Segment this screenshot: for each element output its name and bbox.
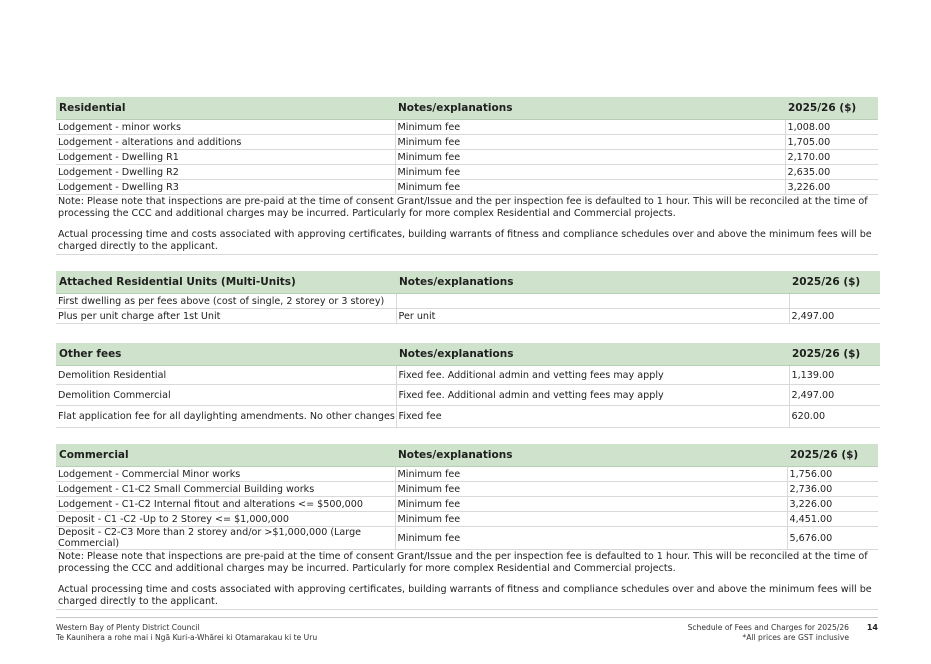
org-maori-name: Te Kaunihera a rohe mai i Ngā Kuri-a-Whārei ki Otamarakau ki te Uru xyxy=(56,633,318,642)
commercial-notes xyxy=(56,550,878,610)
fee-note: Minimum fee xyxy=(395,467,787,482)
fee-note: Minimum fee xyxy=(395,165,785,180)
table-row xyxy=(56,385,880,406)
org-name: Western Bay of Plenty District Council xyxy=(56,623,200,632)
column-header: Attached Residential Units (Multi-Units) xyxy=(56,271,396,294)
fee-item: Lodgement - Dwelling R1 xyxy=(56,150,395,165)
table-row xyxy=(56,497,878,512)
fee-amount: 1,008.00 xyxy=(785,120,878,135)
table-row xyxy=(56,150,878,165)
fee-amount: 2,736.00 xyxy=(787,482,878,497)
table-header-row xyxy=(56,444,878,467)
inspection-note: Note: Please note that inspections are pre-paid at the time of consent Grant/Issue and the per inspection fee is defaulted to 1 hour. This will be reconciled at the time of processing the CCC and additional charges may be incurred. Particularly for more complex Residential and Commercial projects. xyxy=(58,551,868,574)
inspection-note: Note: Please note that inspections are pre-paid at the time of consent Grant/Issue and the per inspection fee is defaulted to 1 hour. This will be reconciled at the time of processing the CCC and additional charges may be incurred. Particularly for more complex Residential and Commercial projects. xyxy=(58,196,868,219)
fee-item: Demolition Residential xyxy=(56,366,396,385)
commercial-section xyxy=(56,444,878,610)
other-fees-section xyxy=(56,343,880,428)
fee-item: Lodgement - alterations and additions xyxy=(56,135,395,150)
column-header: Notes/explanations xyxy=(396,271,789,294)
commercial-table xyxy=(56,444,878,550)
fee-item: Lodgement - C1-C2 Internal fitout and alterations <= $500,000 xyxy=(56,497,395,512)
table-row xyxy=(56,180,878,195)
other-fees-table xyxy=(56,343,880,428)
table-row xyxy=(56,294,880,309)
fee-item: Lodgement - Dwelling R2 xyxy=(56,165,395,180)
fee-note: Per unit xyxy=(396,309,789,324)
fee-amount: 1,705.00 xyxy=(785,135,878,150)
column-header: 2025/26 ($) xyxy=(787,444,878,467)
fee-amount: 4,451.00 xyxy=(787,512,878,527)
column-header: Notes/explanations xyxy=(395,444,787,467)
fee-note: Minimum fee xyxy=(395,482,787,497)
fee-amount: 1,139.00 xyxy=(789,366,880,385)
table-row xyxy=(56,120,878,135)
attached-units-table xyxy=(56,271,880,324)
table-row xyxy=(56,512,878,527)
processing-note: Actual processing time and costs associated with approving certificates, building warrants of fitness and compliance schedules over and above the minimum fees will be charged directly to the applicant. xyxy=(58,584,872,607)
fee-note: Minimum fee xyxy=(395,120,785,135)
fee-note: Minimum fee xyxy=(395,527,787,550)
table-row xyxy=(56,366,880,385)
attached-units-section xyxy=(56,271,880,324)
table-row xyxy=(56,165,878,180)
fee-note: Fixed fee. Additional admin and vetting fees may apply xyxy=(396,366,789,385)
fee-amount: 2,635.00 xyxy=(785,165,878,180)
fee-amount xyxy=(789,294,880,309)
table-header-row xyxy=(56,97,878,120)
table-row xyxy=(56,309,880,324)
fee-item: Demolition Commercial xyxy=(56,385,396,406)
fee-item: Deposit - C1 -C2 -Up to 2 Storey <= $1,000,000 xyxy=(56,512,395,527)
fee-amount: 2,497.00 xyxy=(789,309,880,324)
processing-note: Actual processing time and costs associated with approving certificates, building warrants of fitness and compliance schedules over and above the minimum fees will be charged directly to the applicant. xyxy=(58,229,872,252)
table-row xyxy=(56,482,878,497)
column-header: 2025/26 ($) xyxy=(785,97,878,120)
fee-item: Lodgement - Dwelling R3 xyxy=(56,180,395,195)
fee-item: Plus per unit charge after 1st Unit xyxy=(56,309,396,324)
document-title: Schedule of Fees and Charges for 2025/26 xyxy=(687,623,849,632)
residential-notes xyxy=(56,195,878,255)
fee-item: First dwelling as per fees above (cost of single, 2 storey or 3 storey) xyxy=(56,294,396,309)
fee-note: Minimum fee xyxy=(395,135,785,150)
column-header: Notes/explanations xyxy=(395,97,785,120)
footer-document xyxy=(688,623,849,643)
fee-amount: 3,226.00 xyxy=(787,497,878,512)
fee-item: Deposit - C2-C3 More than 2 storey and/or >$1,000,000 (Large Commercial) xyxy=(56,527,395,550)
page-footer xyxy=(56,617,878,642)
table-row xyxy=(56,527,878,550)
fee-amount: 1,756.00 xyxy=(787,467,878,482)
fee-note: Fixed fee xyxy=(396,406,789,428)
fee-note: Minimum fee xyxy=(395,180,785,195)
fee-amount: 2,170.00 xyxy=(785,150,878,165)
residential-section xyxy=(56,97,878,255)
fee-note: Minimum fee xyxy=(395,512,787,527)
column-header: 2025/26 ($) xyxy=(789,271,880,294)
fee-amount: 620.00 xyxy=(789,406,880,428)
column-header: Notes/explanations xyxy=(396,343,789,366)
gst-note: *All prices are GST inclusive xyxy=(742,633,849,642)
fee-amount: 3,226.00 xyxy=(785,180,878,195)
column-header: Other fees xyxy=(56,343,396,366)
residential-table xyxy=(56,97,878,195)
column-header: 2025/26 ($) xyxy=(789,343,880,366)
table-header-row xyxy=(56,271,880,294)
column-header: Residential xyxy=(56,97,395,120)
fee-note: Fixed fee. Additional admin and vetting fees may apply xyxy=(396,385,789,406)
table-header-row xyxy=(56,343,880,366)
fee-note xyxy=(396,294,789,309)
fee-item: Flat application fee for all daylighting amendments. No other changes xyxy=(56,406,396,428)
fee-item: Lodgement - C1-C2 Small Commercial Building works xyxy=(56,482,395,497)
fee-note: Minimum fee xyxy=(395,497,787,512)
fee-item: Lodgement - minor works xyxy=(56,120,395,135)
footer-organisation xyxy=(56,623,317,643)
fee-item: Lodgement - Commercial Minor works xyxy=(56,467,395,482)
column-header: Commercial xyxy=(56,444,395,467)
fee-amount: 2,497.00 xyxy=(789,385,880,406)
table-row xyxy=(56,406,880,428)
table-row xyxy=(56,467,878,482)
fee-note: Minimum fee xyxy=(395,150,785,165)
fee-amount: 5,676.00 xyxy=(787,527,878,550)
page-number: 14 xyxy=(866,623,878,632)
table-row xyxy=(56,135,878,150)
